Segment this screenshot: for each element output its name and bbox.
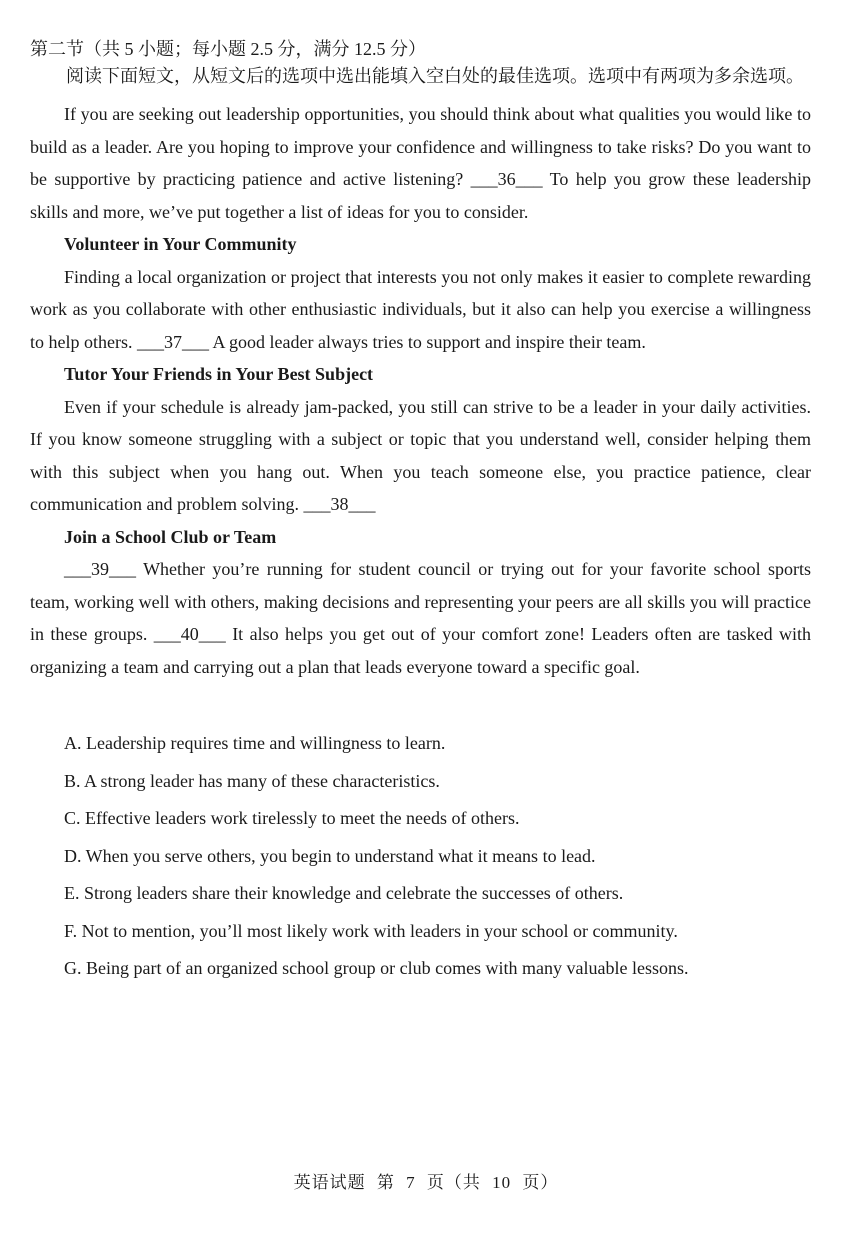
club-paragraph: ___39___ Whether you’re running for student council or trying out for your favorite school sports team, working well with others, making decisions and representing your peers are all skills you will practice in these groups. ___40___ It also helps you get out of your comfort zone! Leaders often are tasked with organizing a team and carrying out a plan that leads everyone toward a specific goal.: [30, 559, 811, 677]
heading-volunteer: Volunteer in Your Community: [64, 234, 297, 254]
option-e: E. Strong leaders share their knowledge and celebrate the successes of others.: [64, 883, 624, 903]
option-c: C. Effective leaders work tirelessly to meet the needs of others.: [64, 808, 520, 828]
heading-tutor: Tutor Your Friends in Your Best Subject: [64, 364, 374, 384]
option-g: G. Being part of an organized school group or club comes with many valuable lessons.: [64, 958, 689, 978]
blank-37: ___37___: [136, 331, 209, 352]
intro-paragraph: If you are seeking out leadership opportunities, you should think about what qualities you would like to build as a leader. Are you hoping to improve your confidence and willingness to take risks? Do you want to be supportive by practicing patience and active listening? ___36___ To help you grow these leadership skills and more, we’ve put together a list of ideas for you to consider.: [30, 104, 811, 222]
heading-club: Join a School Club or Team: [64, 526, 277, 547]
blank-39: ___39___: [64, 559, 136, 579]
blank-36: ___36___: [470, 169, 543, 189]
option-d: D. When you serve others, you begin to understand what it means to lead.: [64, 845, 596, 866]
section-header: 第二节（共 5 小题；每小题 2.5 分，满分 12.5 分）: [30, 39, 426, 59]
tutor-paragraph: Even if your schedule is already jam-packed, you still can strive to be a leader in your daily activities. If you know someone struggling with a subject or topic that you understand well, consider helping them with this subject when you hang out. When you teach someone else, you practice patience, clear communication and problem solving. ___38___: [30, 396, 811, 514]
option-f: F. Not to mention, you’ll most likely work with leaders in your school or community.: [64, 920, 678, 941]
volunteer-paragraph: Finding a local organization or project that interests you not only makes it easier to complete rewarding work as you collaborate with other enthusiastic individuals, but it also can help you exercise a willingness to help others. ___37___ A good leader always tries to support and inspire their team.: [30, 266, 811, 352]
page-footer: 英语试题 第 7 页（共 10 页）: [293, 1173, 559, 1192]
options-list: [30, 725, 811, 988]
blank-40: ___40___: [153, 624, 226, 644]
exam-page: [30, 36, 811, 988]
option-b: B. A strong leader has many of these characteristics.: [64, 770, 440, 791]
option-a: A. Leadership requires time and willingness to learn.: [64, 733, 446, 753]
section-instruction: 阅读下面短文，从短文后的选项中选出能填入空白处的最佳选项。选项中有两项为多余选项。: [66, 66, 804, 86]
blank-38: ___38___: [303, 494, 376, 514]
